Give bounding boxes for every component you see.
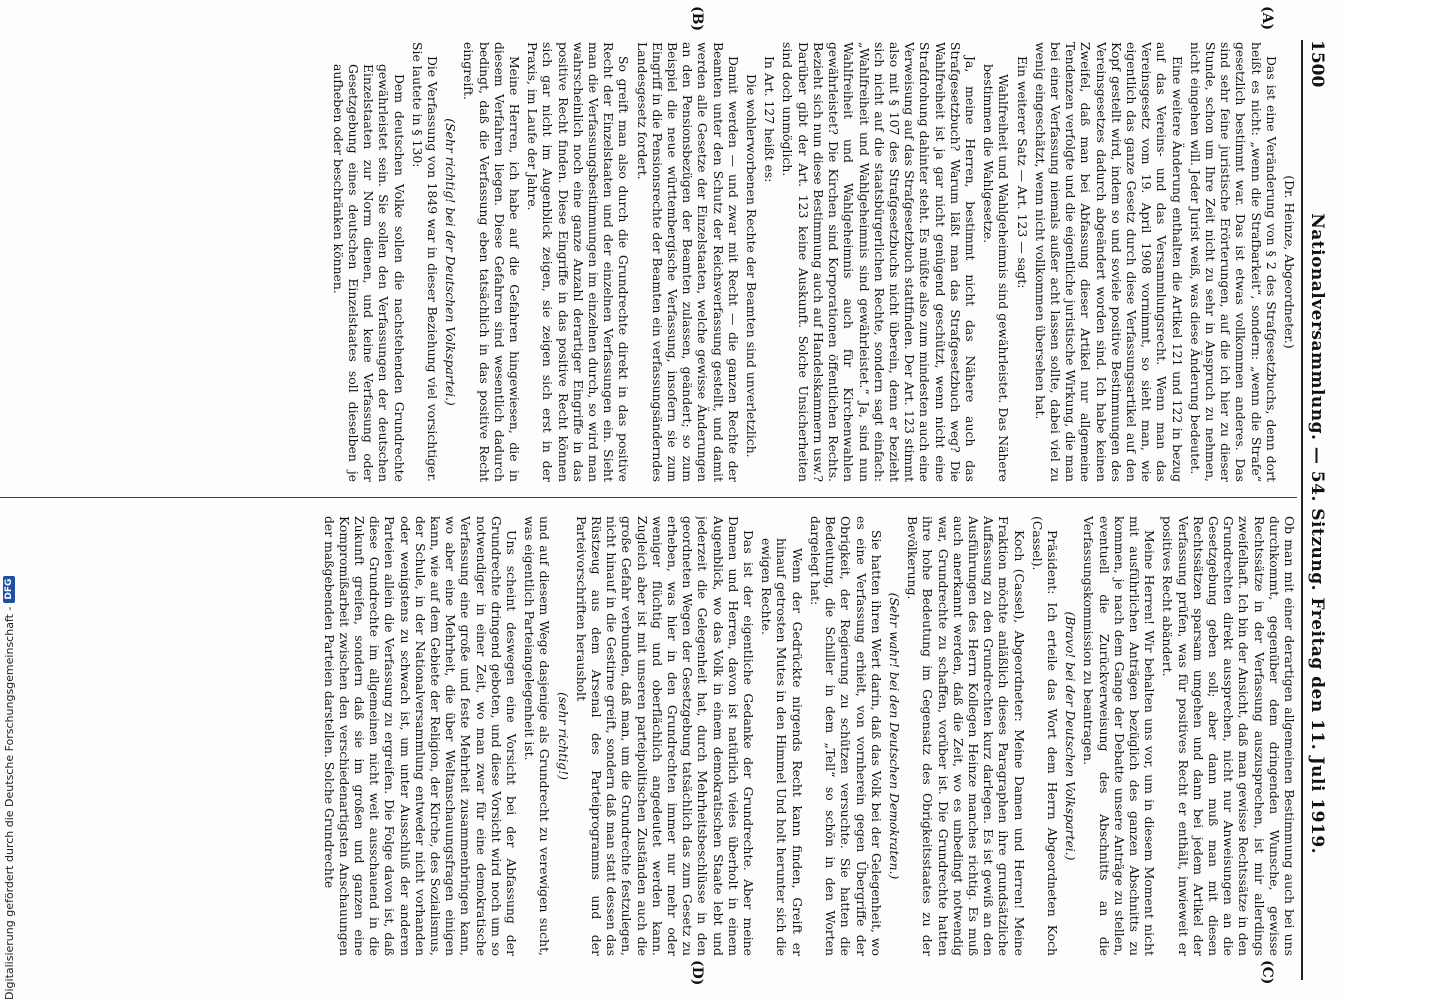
- margin-mark-a: (A): [1259, 6, 1275, 31]
- quotation: Die wohlerworbenen Rechte der Beamten sind unverletzlich.: [744, 74, 760, 458]
- margin-mark-c: (C): [1259, 960, 1275, 985]
- paragraph-president: Präsident: Ich erteile das Wort dem Herrn Abgeordneten Koch (Cassel).: [1029, 516, 1060, 956]
- quotation: Wenn der Gedrückte nirgends Recht kann finden, Greift er hinauf getrosten Mutes in den Himmel Und holt herunter sich die ewigen Rechte.: [759, 538, 805, 956]
- left-column: [0, 42, 1297, 482]
- interjection: (Sehr richtig! bei der Deutschen Volkspartei.): [443, 118, 459, 406]
- paragraph: Meine Herren! Wir behalten uns vor, um in diesem Moment nicht mit ausführlichen Anträgen bezüglich des ganzen Abschnitts zu kommen, je nach dem Gange der Debatte unsere Anträge zu stellen, eventuell die Zurückverweisung des Abschnitts an die Verfassungskommission zu beantragen.: [1081, 516, 1158, 956]
- paragraph: In Art. 127 heißt es:: [762, 56, 778, 183]
- paragraph: Ob man mit einer derartigen allgemeinen Bestimmung auch bei uns durchkommt, gegenüber dem dringenden Wunsche, gewisse Rechtssätze in der Verfassung auszusprechen, ist mir allerdings zweifelhaft. Ich bin der Ansicht, daß man gewisse Rechtssätze in den Grundrechten direkt aussprechen, nicht nur Anweisungen an die Gesetzgebung geben soll; aber dann muß man mit diesen Rechtssätzen sparsam umgehen und dann bei jedem Artikel der Verfassung prüfen, was für positives Recht er enthält, inwieweit er positives Recht abändert.: [1160, 516, 1297, 956]
- paragraph: Sie hatten ihren Wert darin, daß das Volk bei der Gelegenheit, wo es eine Verfassung erhielt, von vornherein gegen Übergriffe der Obrigkeit, der Regierung zu schützen versuchte. Sie hatten die Bedeutung, die Schiller in dem „Tell“ so schön in den Worten dargelegt hat:: [807, 516, 884, 956]
- paragraph-speaker: Koch (Cassel), Abgeordneter: Meine Damen und Herren! Meine Fraktion möchte anläßlich dieses Paragraphen ihre grundsätzliche Auffassung zu den Grundrechten kurz darlegen. Es ist gewiß an den Ausführungen des Herrn Kollegen Heinze manches richtig. Es muß auch anerkannt werden, daß die Zeit, wo es unbedingt notwendig war, Grundrechte zu schaffen, vorüber ist. Die Grundrechte hatten ihre hohe Bedeutung im Gegensatz des Obrigkeitsstaates zu der Bevölkerung.: [905, 516, 1027, 956]
- margin-mark-d: (D): [689, 960, 705, 986]
- dfg-logo: DFG: [3, 576, 15, 603]
- paragraph: Meine Herren, ich habe auf die Gefahren hingewiesen, die in diesem Verfahren liegen. Diese Gefahren sind wesentlich dadurch bedingt, daß die Verfassung eben tatsächlich in das positive Recht eingreift.: [461, 42, 523, 482]
- column-divider: [0, 497, 1297, 498]
- paragraph: und auf diesem Wege dasjenige als Grundrecht zu verewigen sucht, was eigentlich Parteiangelegenheit ist.: [522, 516, 553, 956]
- paragraph: Eine weitere Änderung enthalten die Artikel 121 und 122 in bezug auf das Vereins- und das Versammlungsrecht. Wenn man das Vereinsgesetz vom 19. April 1908 vornimmt, so sieht man, wie eigentlich das ganze Gesetz durch diese Verfassungsartikel auf den Kopf gestellt wird, indem so und soviele positive Bestimmungen des Vereinsgesetzes dadurch abgeändert worden sind. Ich habe keinen Zweifel, daß man bei Abfassung dieser Artikel nur allgemeine Tendenzen verfolgte und die eigentliche juristische Wirkung, die man bei einer Verfassung niemals außer acht lassen sollte, dabei viel zu wenig eingeschätzt, wenn nicht vollkommen übersehen hat.: [1032, 42, 1185, 482]
- page-header: [1301, 40, 1337, 980]
- paragraph: Die Verfassung von 1849 war in dieser Beziehung viel vorsichtiger. Sie lautete in § 130:: [409, 42, 441, 482]
- digitization-credit: [0, 0, 18, 1000]
- paragraph: Uns scheint deswegen eine Vorsicht bei der Abfassung der Grundrechte dringend geboten, und diese Vorsicht wird noch um so notwendiger in einer Zeit, wo man zwar für eine demokratische Verfassung eine große und feste Mehrheit zusammenbringen kann, wo aber eine Mehrheit, die über Weltanschauungsfragen einigen kann, wie auf dem Gebiete der Religion, der Kirche, des Sozialismus, der Schule, in der Nationalversammlung entweder nicht vorhanden oder wenigstens zu schwach ist, um unter Ausschluß der anderen Parteien allein die Verfassung zu ergreifen. Die Folge davon ist, daß diese Grundrechte im allgemeinen nicht weit ausschauend in die Zukunft greifen, sondern daß sie im großen und ganzen eine Kompromißarbeit zwischen den verschiedenartigsten Anschauungen der maßgebenden Parteien darstellen. Solche Grundrechte: [321, 516, 520, 956]
- interjection: (sehr richtig!): [555, 692, 571, 780]
- interjection: (Sehr wahr! bei den Deutschen Demokraten.): [886, 592, 902, 880]
- paragraph: Das ist eine Veränderung von § 2 des Strafgesetzbuchs, denn dort heißt es nicht: „wenn die Strafbarkeit“, sondern: „wenn die Strafe“ gesetzlich bestimmt war. Das ist etwas vollkommen anderes. Das sind sehr feine juristische Erörterungen, auf die ich hier zu dieser Stunde, schon um Ihre Zeit nicht zu sehr in Anspruch zu nehmen, nicht eingehen will. Jeder Jurist weiß, was diese Änderung bedeutet.: [1187, 42, 1279, 482]
- page-title: Nationalversammlung. — 54. Sitzung. Freitag den 11. Juli 1919.: [1307, 213, 1327, 855]
- credit-text: Digitalisierung gefördert durch die Deutsche Forschungsgemeinschaft -: [2, 606, 16, 1000]
- speaker-running-head: (Dr. Heinze, Abgeordneter.): [1282, 175, 1297, 349]
- margin-mark-b: (B): [689, 6, 705, 32]
- paragraph: Ja, meine Herren, bestimmt nicht das Nähere auch das Strafgesetzbuch? Warum läßt man das Strafgesetzbuch weg? Die Wahlfreiheit ist ja gar nicht genügend geschützt, wenn nicht eine Strafdrohung dahinter steht. Es müßte also zum mindesten auch eine Verweisung auf das Strafgesetzbuch stattfinden. Der Art. 123 stimmt also mit § 107 des Strafgesetzbuchs nicht überein, denn er bezieht sich nicht auf die staatsbürgerlichen Rechte, sondern sagt einfach: „Wahlfreiheit und Wahlgeheimnis sind gewährleistet.“ Ja, sind nun Wahlfreiheit und Wahlgeheimnis auch für Kirchenwahlen gewährleistet? Die Kirchen sind Korporationen öffentlichen Rechts. Bezieht sich nun diese Bestimmung auch auf Handelskammern usw.? Darüber gibt der Art. 123 keine Auskunft. Solche Unsicherheiten sind doch unmöglich.: [780, 42, 978, 482]
- right-column: [0, 516, 1297, 956]
- paragraph: So greift man also durch die Grundrechte direkt in das positive Recht der Einzelstaaten und der einzelnen Verfassungen ein. Sieht man die Verfassungsbestimmungen im einzelnen durch, so wird man wahrscheinlich noch eine ganze Anzahl derartiger Eingriffe in das positive Recht finden. Diese Eingriffe in das positive Recht können sich gar nicht im Augenblick zeigen, sie zeigen sich erst in der Praxis, im Laufe der Jahre.: [525, 42, 632, 482]
- paragraph: Damit werden — und zwar mit Recht — die ganzen Rechte der Beamten unter den Schutz der Reichsverfassung gestellt, und damit werden alle Gesetze der Einzelstaaten, welche gewisse Änderungen an den Pensionsbezügen der Beamten zulassen, geändert; so zum Beispiel die neue württembergische Verfassung, insofern sie zum Eingriff in die Pensionsrechte der Beamten ein verfassungsänderndes Landesgesetz fordert.: [634, 42, 741, 482]
- interjection: (Bravo! bei der Deutschen Volkspartei.): [1063, 611, 1079, 861]
- page-number: 1500: [1307, 40, 1327, 88]
- quotation: Wahlfreiheit und Wahlgeheimnis sind gewährleistet. Das Nähere bestimmen die Wahlgesetze.: [981, 64, 1012, 482]
- paragraph: Ein weiterer Satz — Art. 123 — sagt:: [1014, 56, 1030, 289]
- quotation: Dem deutschen Volke sollen die nachstehenden Grundrechte gewährleistet sein. Sie sollen den Verfassungen der deutschen Einzelstaaten zur Norm dienen, und keine Verfassung oder Gesetzgebung eines deutschen Einzelstaates soll dieselben je aufheben oder beschränken können.: [330, 64, 407, 482]
- paragraph: Das ist der eigentliche Gedanke der Grundrechte. Aber meine Damen und Herren, davon ist natürlich vieles überholt in einem Augenblick, wo das Volk in einem demokratischen Staate lebt und jederzeit die Gelegenheit hat, durch Mehrheitsbeschlüsse in den geordneten Wegen der Gesetzgebung tatsächlich das zum Gesetz zu erheben, was hier in den Grundrechten immer nur mehr oder weniger flüchtig und oberflächlich angedeutet werden kann. Zugleich aber ist mit unseren parteipolitischen Zuständen auch die große Gefahr verbunden, daß man, um die Grundrechte festzulegen, nicht hinauf in die Gestirne greift, sondern daß man statt dessen das Rüstzeug aus dem Arsenal des Parteiprogramms und der Parteivorschriften herausholt: [573, 516, 757, 956]
